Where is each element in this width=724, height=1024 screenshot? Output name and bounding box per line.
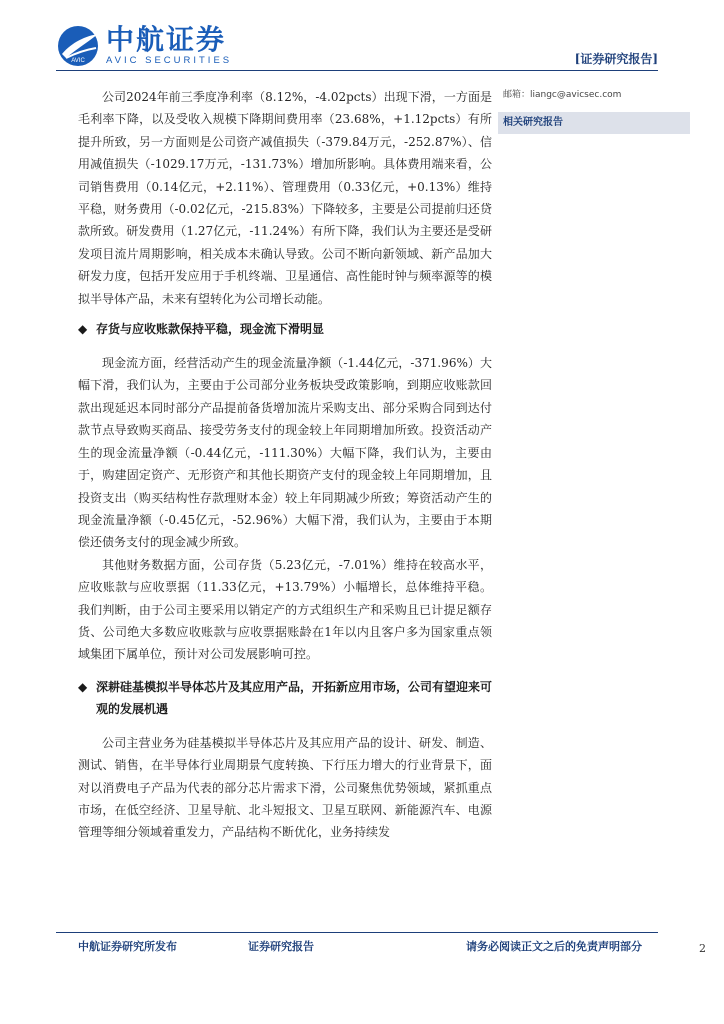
footer-disclaimer: 请务必阅读正文之后的免责声明部分 [466,940,642,953]
diamond-bullet-icon: ◆ [78,322,88,337]
section-heading-business [78,676,492,720]
header-divider [56,70,658,71]
footer-publisher: 中航证券研究所发布 [78,940,177,953]
paragraph-profitability: 公司2024年前三季度净利率（8.12%，-4.02pcts）出现下滑，一方面是毛利率下降，以及受收入规模下降期间费用率（23.68%，+1.12pcts）有所提升所致，另一方面则是公司资产减值损失（-379.84万元，-252.87%）、信用减值损失（-1029.17万元，-131.73%）增加所影响。具体费用端来看，公司销售费用（0.14亿元，+2.11%）、管理费用（0.33亿元，+0.13%）维持平稳，财务费用（-0.02亿元，-215.83%）下降较多，主要是公司提前归还贷款所致。研发费用（1.27亿元，-11.24%）有所下降，我们认为主要还是受研发项目流片周期影响，相关成本未确认导致。公司不断向新领域、新产品加大研发力度，包括开发应用于手机终端、卫星通信、高性能时钟与频率源等的模拟半导体产品，未来有望转化为公司增长动能。 [78,90,492,306]
footer-divider [56,932,658,933]
avic-logo-icon [56,24,100,68]
logo-chinese-name: 中航证券 [106,23,227,56]
main-body [78,86,492,844]
paragraph-business: 公司主营业务为硅基模拟半导体芯片及其应用产品的设计、研发、制造、测试、销售，在半导体行业周期景气度转换、下行压力增大的行业背景下，面对以消费电子产品为代表的部分芯片需求下滑，公司聚焦优势领域，紧抓重点市场，在低空经济、卫星导航、北斗短报文、卫星互联网、新能源汽车、电源管理等细分领域着重发力，产品结构不断优化，业务持续发 [78,735,492,840]
paragraph-cashflow: 现金流方面，经营活动产生的现金流量净额（-1.44亿元，-371.96%）大幅下滑，我们认为，主要由于公司部分业务板块受政策影响，到期应收账款回款出现延迟本同时部分产品提前备货增加流片采购支出、部分采购合同到达付款节点导致购买商品、接受劳务支付的现金较上年同期增加所致。投资活动产生的现金流量净额（-0.44亿元，-111.30%）大幅下降，我们认为，主要由于，购建固定资产、无形资产和其他长期资产支付的现金较上年同期增加，且投资支出（购买结构性存款理财本金）较上年同期减少所致；筹资活动产生的现金流量净额（-0.45亿元，-52.96%）大幅下滑，我们认为，主要由于本期偿还债务支付的现金减少所致。 [78,356,492,550]
report-type-tag: [证券研究报告] [574,52,658,66]
heading-text: 深耕硅基模拟半导体芯片及其应用产品，开拓新应用市场，公司有望迎来可观的发展机遇 [96,679,493,716]
logo-english-name: AVIC SECURITIES [106,55,233,66]
page-number: 2 [699,942,706,955]
paragraph-other-financials: 其他财务数据方面，公司存货（5.23亿元，-7.01%）维持在较高水平，应收账款与应收票据（11.33亿元，+13.79%）小幅增长，总体维持平稳。我们判断，由于公司主要采用以销定产的方式组织生产和采购且已计提足额存货、公司绝大多数应收账款与应收票据账龄在1年以内且客户多为国家重点领域集团下属单位，预计对公司发展影响可控。 [78,557,492,662]
heading-text: 存货与应收账款保持平稳，现金流下滑明显 [96,322,325,337]
svg-text:AVIC: AVIC [71,58,85,64]
analyst-email[interactable]: 邮箱：liangc@avicsec.com [503,90,622,100]
diamond-bullet-icon: ◆ [78,679,88,694]
related-reports-title: 相关研究报告 [498,112,690,134]
section-heading-cashflow [78,318,492,340]
footer-report-type: 证券研究报告 [248,940,314,953]
company-logo [56,22,232,70]
sidebar [498,88,690,134]
